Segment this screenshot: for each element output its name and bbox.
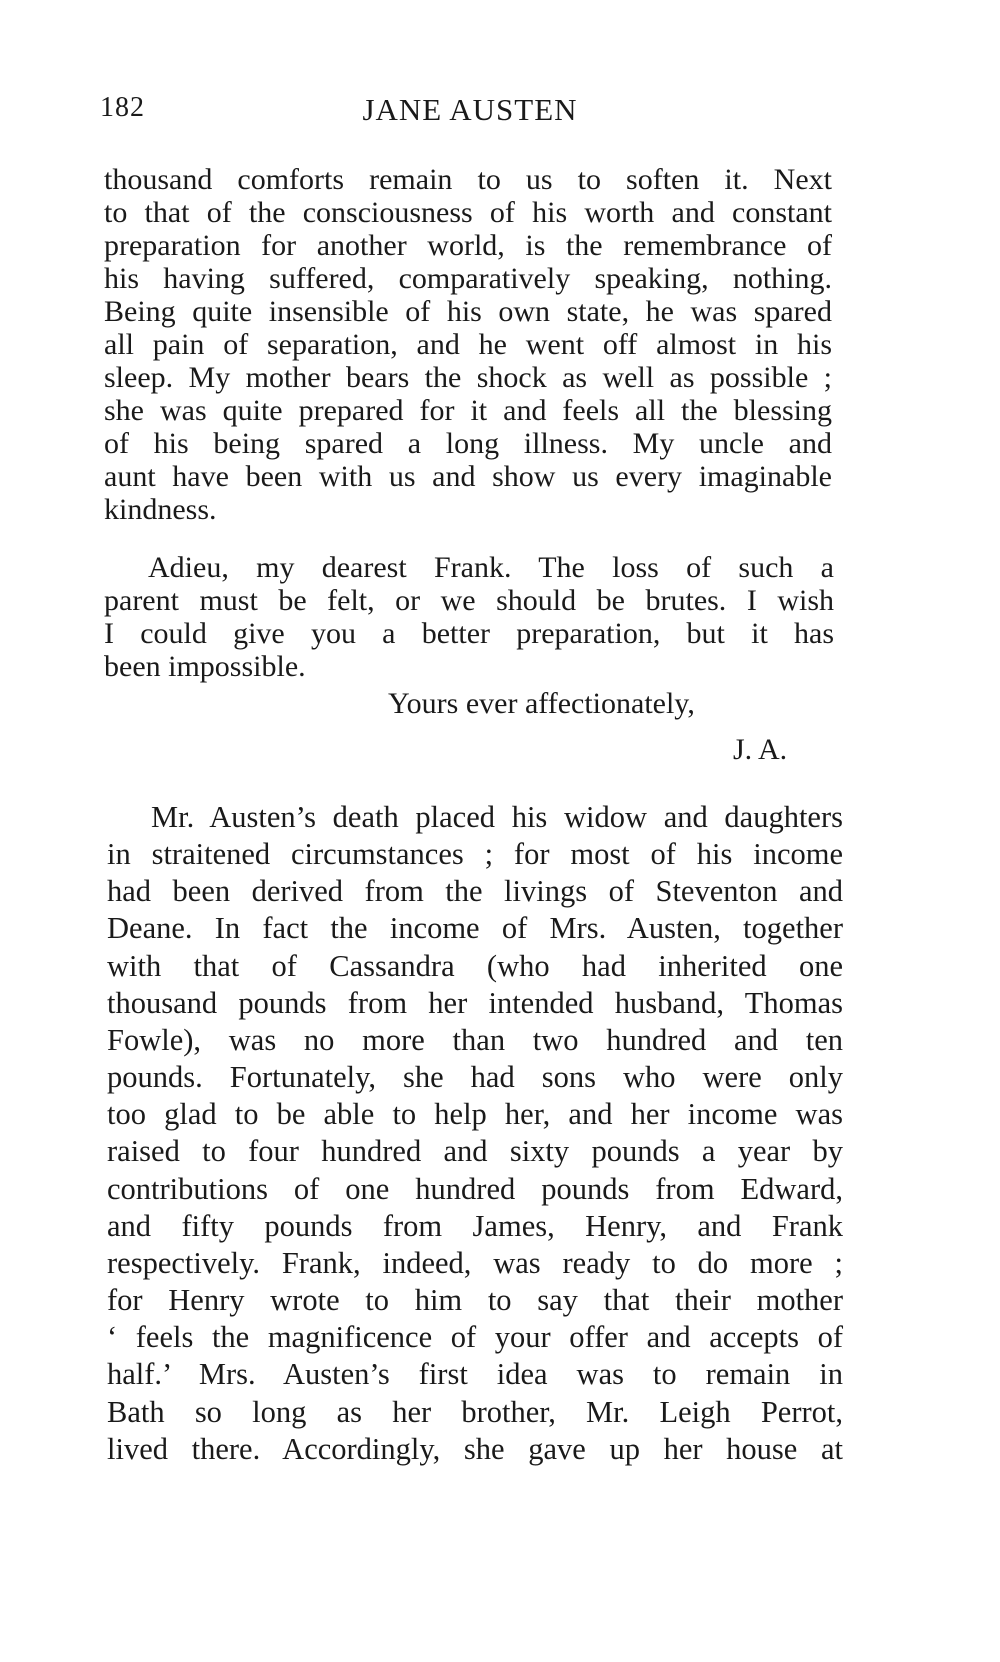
text-line: had been derived from the livings of Steventon and [107, 874, 843, 909]
text-line: to that of the consciousness of his worth and constant [104, 196, 832, 229]
narrative-paragraph [107, 799, 843, 1468]
text-line: half.’ Mrs. Austen’s first idea was to remain in [107, 1357, 843, 1392]
text-line: with that of Cassandra (who had inherited one [107, 948, 843, 983]
text-line: Bath so long as her brother, Mr. Leigh Perrot, [107, 1394, 843, 1429]
text-line: Fowle), was no more than two hundred and ten [107, 1022, 843, 1057]
text-line: his having suffered, comparatively speaking, nothing. [104, 262, 832, 295]
text-line: parent must be felt, or we should be brutes. I wish [104, 584, 834, 617]
text-line: all pain of separation, and he went off almost in his [104, 328, 832, 361]
text-line: I could give you a better preparation, but it has [104, 617, 834, 650]
text-line: for Henry wrote to him to say that their mother [107, 1283, 843, 1318]
text-line: Mr. Austen’s death placed his widow and daughters [151, 800, 843, 834]
text-line: preparation for another world, is the remembrance of [104, 229, 832, 262]
text-line: too glad to be able to help her, and her income was [107, 1097, 843, 1132]
text-line: raised to four hundred and sixty pounds a year by [107, 1134, 843, 1169]
text-line: Being quite insensible of his own state, he was spared [104, 295, 832, 328]
text-line: of his being spared a long illness. My uncle and [104, 427, 832, 460]
text-line: thousand comforts remain to us to soften it. Next [104, 163, 832, 196]
text-line: Adieu, my dearest Frank. The loss of such a [148, 551, 834, 584]
text-line: thousand pounds from her intended husband, Thomas [107, 985, 843, 1020]
letter-signature: J. A. [733, 733, 788, 766]
letter-closing: Yours ever affectionately, [388, 687, 695, 720]
text-line: Deane. In fact the income of Mrs. Austen, together [107, 911, 843, 946]
text-line: ‘ feels the magnificence of your offer and accepts of [107, 1320, 843, 1355]
running-header [100, 92, 840, 136]
text-line: contributions of one hundred pounds from Edward, [107, 1171, 843, 1206]
letter-continuation-paragraph [104, 163, 832, 526]
text-line: kindness. [104, 493, 217, 526]
letter-farewell-paragraph [104, 551, 834, 683]
text-line: and fifty pounds from James, Henry, and Frank [107, 1208, 843, 1243]
text-line: sleep. My mother bears the shock as well as possible ; [104, 361, 832, 394]
text-line: aunt have been with us and show us every imaginable [104, 460, 832, 493]
text-line: respectively. Frank, indeed, was ready to do more ; [107, 1245, 843, 1280]
page-number: 182 [100, 92, 145, 123]
text-line: she was quite prepared for it and feels all the blessing [104, 394, 832, 427]
text-line: lived there. Accordingly, she gave up her house at [107, 1431, 843, 1466]
text-line: in straitened circumstances ; for most of his income [107, 837, 843, 872]
text-line: been impossible. [104, 650, 306, 683]
text-line: pounds. Fortunately, she had sons who were only [107, 1060, 843, 1095]
running-title: JANE AUSTEN [362, 92, 578, 127]
